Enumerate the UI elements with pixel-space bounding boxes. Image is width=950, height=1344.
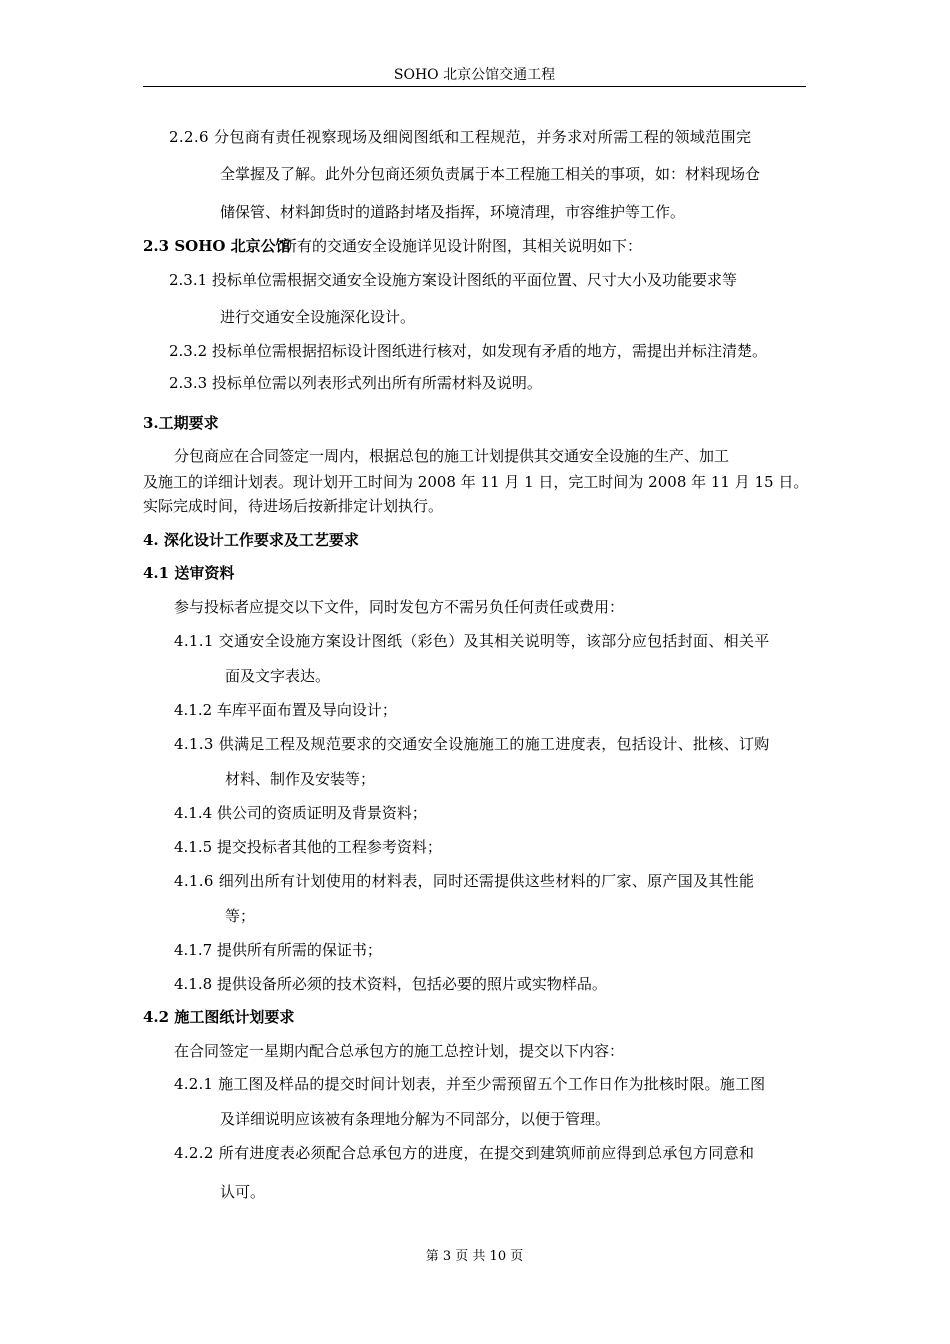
text-line: 4.1.7 提供所有所需的保证书； [174, 941, 382, 959]
section-heading: 3.工期要求 [143, 414, 219, 432]
text-line: 4.1.5 提交投标者其他的工程参考资料； [174, 838, 442, 856]
text-line: 4.2.1 施工图及样品的提交时间计划表，并至少需预留五个工作日作为批核时限。施工图 [174, 1075, 766, 1093]
section-heading: 4. 深化设计工作要求及工艺要求 [143, 531, 359, 549]
subsection-heading: 4.1 送审资料 [143, 564, 235, 582]
text-line: 参与投标者应提交以下文件，同时发包方不需另负任何责任或费用： [174, 598, 625, 616]
paragraph-line: 实际完成时间，待进场后按新排定计划执行。 [143, 497, 444, 515]
text-line: 4.1.1 交通安全设施方案设计图纸（彩色）及其相关说明等，该部分应包括封面、相关平 [174, 632, 770, 650]
paragraph-line: 及施工的详细计划表。现计划开工时间为 2008 年 11 月 1 日，完工时间为 2008 年 11 月 15 日。 [143, 473, 809, 491]
text-line: 储保管、材料卸货时的道路封堵及指挥，环境清理，市容维护等工作。 [220, 203, 686, 221]
page-footer: 第 3 页 共 10 页 [425, 1249, 524, 1264]
text-line: 面及文字表达。 [225, 667, 331, 685]
text-line: 材料、制作及安装等； [225, 770, 376, 788]
text-line: 等； [225, 907, 256, 925]
text-line: 4.1.2 车库平面布置及导向设计； [174, 701, 397, 719]
text-line: 4.1.3 供满足工程及规范要求的交通安全设施施工的施工进度表，包括设计、批核、订购 [174, 735, 770, 753]
text-line: 2.3.3 投标单位需以列表形式列出所有所需材料及说明。 [169, 374, 542, 392]
text-line: 2.3.2 投标单位需根据招标设计图纸进行核对，如发现有矛盾的地方，需提出并标注清楚。 [169, 342, 767, 360]
section-heading: 2.3 SOHO 北京公馆 [143, 237, 291, 255]
subsection-heading: 4.2 施工图纸计划要求 [143, 1008, 295, 1026]
header-divider [143, 86, 806, 87]
text-line: 认可。 [220, 1183, 266, 1201]
text-line: 4.2.2 所有进度表必须配合总承包方的进度，在提交到建筑师前应得到总承包方同意和 [174, 1144, 755, 1162]
text-line: 全掌握及了解。此外分包商还须负责属于本工程施工相关的事项，如：材料现场仓 [220, 165, 761, 183]
page-header: SOHO 北京公馆交通工程 [393, 67, 556, 83]
text-line: 4.1.6 细列出所有计划使用的材料表，同时还需提供这些材料的厂家、原产国及其性能 [174, 872, 755, 890]
paragraph-line: 分包商应在合同签定一周内，根据总包的施工计划提供其交通安全设施的生产、加工 [174, 447, 730, 465]
text-line: 进行交通安全设施深化设计。 [220, 308, 416, 326]
text-line: 2.2.6 分包商有责任视察现场及细阅图纸和工程规范，并务求对所需工程的领域范围完 [169, 128, 752, 146]
text-line: 2.3.1 投标单位需根据交通安全设施方案设计图纸的平面位置、尺寸大小及功能要求等 [169, 271, 737, 289]
text-line: 4.1.8 提供设备所必须的技术资料，包括必要的照片或实物样品。 [174, 975, 607, 993]
text-line: 4.1.4 供公司的资质证明及背景资料； [174, 804, 427, 822]
text-line: 所有的交通安全设施详见设计附图，其相关说明如下： [282, 237, 643, 255]
text-line: 在合同签定一星期内配合总承包方的施工总控计划，提交以下内容： [174, 1042, 625, 1060]
text-line: 及详细说明应该被有条理地分解为不同部分，以便于管理。 [220, 1110, 611, 1128]
